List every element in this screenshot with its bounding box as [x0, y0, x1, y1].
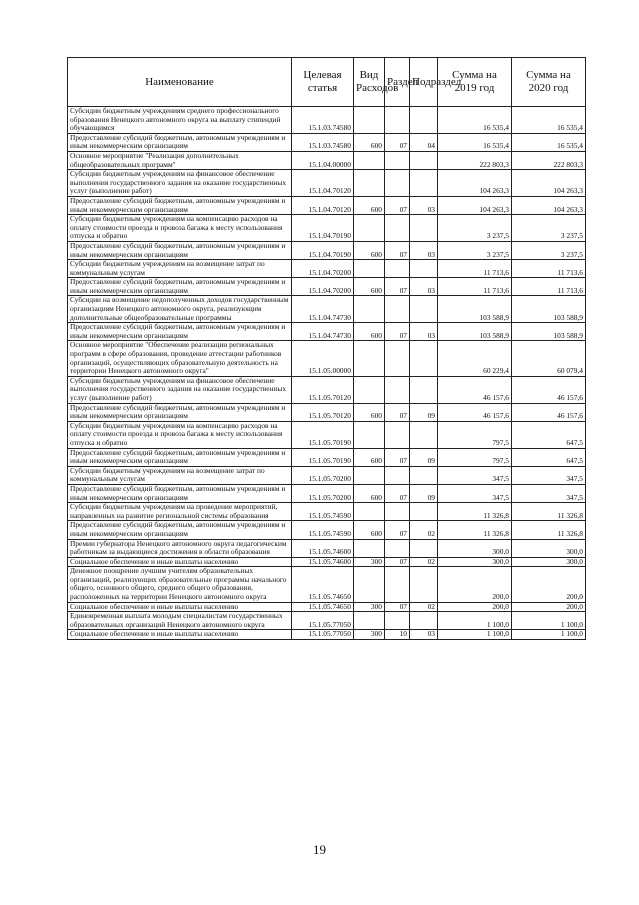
- cell-sum-2020: 11 713,6: [512, 260, 586, 278]
- cell-exp-type: 600: [354, 241, 385, 259]
- cell-sum-2020: 200,0: [512, 567, 586, 602]
- cell-subsection: 03: [410, 630, 438, 640]
- cell-target: 15.1.05.77050: [292, 612, 354, 630]
- cell-sum-2020: 46 157,6: [512, 403, 586, 421]
- cell-target: 15.1.05.74650: [292, 567, 354, 602]
- header-exp-type: Вид Расходов: [354, 58, 385, 107]
- cell-target: 15.1.05.70200: [292, 484, 354, 502]
- cell-sum-2020: 222 803,3: [512, 151, 586, 169]
- table-row: [68, 421, 586, 448]
- cell-exp-type: 600: [354, 278, 385, 296]
- cell-target: 15.1.04.70120: [292, 170, 354, 197]
- cell-subsection: 09: [410, 448, 438, 466]
- cell-sum-2019: 11 326,8: [438, 503, 512, 521]
- cell-name: Субсидии бюджетным учреждениям на компенсацию расходов на оплату стоимости проезда и провоза багажа к месту использования отпуска и обратно: [68, 215, 292, 242]
- table-row: [68, 215, 586, 242]
- cell-sum-2020: 1 100,0: [512, 630, 586, 640]
- cell-subsection: 02: [410, 602, 438, 612]
- cell-sum-2019: 1 100,0: [438, 612, 512, 630]
- cell-sum-2019: 104 263,3: [438, 196, 512, 214]
- table-row: [68, 521, 586, 539]
- table-row: [68, 466, 586, 484]
- cell-name: Социальное обеспечение и иные выплаты населению: [68, 602, 292, 612]
- cell-subsection: [410, 503, 438, 521]
- cell-sum-2019: 3 237,5: [438, 241, 512, 259]
- budget-table: [67, 57, 586, 640]
- cell-exp-type: 600: [354, 521, 385, 539]
- cell-subsection: 09: [410, 484, 438, 502]
- cell-sum-2020: 1 100,0: [512, 612, 586, 630]
- cell-sum-2020: 103 588,9: [512, 323, 586, 341]
- cell-sum-2019: 347,5: [438, 466, 512, 484]
- cell-name: Единовременная выплата молодым специалистам государственных образовательных организаций Ненецкого автономного округа: [68, 612, 292, 630]
- cell-target: 15.1.04.70190: [292, 215, 354, 242]
- cell-exp-type: [354, 260, 385, 278]
- cell-subsection: 03: [410, 241, 438, 259]
- cell-target: 15.1.04.70120: [292, 196, 354, 214]
- cell-subsection: 02: [410, 521, 438, 539]
- cell-subsection: [410, 421, 438, 448]
- cell-subsection: [410, 170, 438, 197]
- cell-target: 15.1.05.00000: [292, 341, 354, 376]
- cell-exp-type: [354, 296, 385, 323]
- cell-target: 15.1.05.74600: [292, 557, 354, 567]
- cell-name: Субсидии бюджетным учреждениям среднего профессионального образования Ненецкого автономного округа на выплату стипендий обучающимся: [68, 107, 292, 134]
- cell-sum-2020: 200,0: [512, 602, 586, 612]
- cell-name: Субсидии бюджетным учреждениям на финансовое обеспечение выполнения государственного задания на оказание государственных услуг (выполнение работ): [68, 170, 292, 197]
- cell-sum-2019: 11 713,6: [438, 260, 512, 278]
- cell-name: Предоставление субсидий бюджетным, автономным учреждениям и иным некоммерческим организациям: [68, 323, 292, 341]
- cell-section: [385, 503, 410, 521]
- cell-section: [385, 539, 410, 557]
- cell-sum-2020: 347,5: [512, 466, 586, 484]
- cell-sum-2020: 104 263,3: [512, 196, 586, 214]
- cell-exp-type: [354, 567, 385, 602]
- cell-section: [385, 466, 410, 484]
- cell-target: 15.1.05.74590: [292, 521, 354, 539]
- cell-section: [385, 612, 410, 630]
- cell-section: 07: [385, 323, 410, 341]
- cell-subsection: 03: [410, 323, 438, 341]
- cell-sum-2020: 60 079,4: [512, 341, 586, 376]
- cell-target: 15.1.04.00000: [292, 151, 354, 169]
- cell-exp-type: [354, 503, 385, 521]
- cell-section: 07: [385, 133, 410, 151]
- cell-section: 07: [385, 403, 410, 421]
- cell-name: Социальное обеспечение и иные выплаты населению: [68, 557, 292, 567]
- cell-name: Субсидии бюджетным учреждениям на возмещение затрат по коммунальным услугам: [68, 466, 292, 484]
- cell-exp-type: 600: [354, 448, 385, 466]
- cell-subsection: 09: [410, 403, 438, 421]
- cell-target: 15.1.05.74600: [292, 539, 354, 557]
- cell-sum-2020: 104 263,3: [512, 170, 586, 197]
- cell-sum-2019: 300,0: [438, 539, 512, 557]
- cell-target: 15.1.04.70200: [292, 260, 354, 278]
- header-target: Целевая статья: [292, 58, 354, 107]
- cell-exp-type: [354, 421, 385, 448]
- table-row: [68, 503, 586, 521]
- cell-sum-2019: 200,0: [438, 567, 512, 602]
- table-row: [68, 107, 586, 134]
- header-section: Раздел: [385, 58, 410, 107]
- cell-target: 15.1.05.74650: [292, 602, 354, 612]
- table-row: [68, 151, 586, 169]
- cell-section: 07: [385, 484, 410, 502]
- cell-sum-2020: 103 588,9: [512, 296, 586, 323]
- table-row: [68, 196, 586, 214]
- cell-subsection: [410, 376, 438, 403]
- cell-exp-type: [354, 151, 385, 169]
- cell-target: 15.1.04.74730: [292, 323, 354, 341]
- table-row: [68, 448, 586, 466]
- cell-section: [385, 170, 410, 197]
- cell-sum-2020: 347,5: [512, 484, 586, 502]
- cell-exp-type: [354, 376, 385, 403]
- table-header-row: [68, 58, 586, 107]
- cell-name: Основное мероприятие "Реализация дополнительных общеобразовательных программ": [68, 151, 292, 169]
- cell-section: [385, 421, 410, 448]
- cell-exp-type: 300: [354, 602, 385, 612]
- cell-target: 15.1.05.70190: [292, 421, 354, 448]
- cell-target: 15.1.05.77050: [292, 630, 354, 640]
- cell-section: 07: [385, 448, 410, 466]
- cell-sum-2019: 103 588,9: [438, 296, 512, 323]
- cell-sum-2019: 347,5: [438, 484, 512, 502]
- cell-subsection: [410, 539, 438, 557]
- table-row: [68, 241, 586, 259]
- cell-sum-2019: 1 100,0: [438, 630, 512, 640]
- cell-subsection: [410, 466, 438, 484]
- cell-section: 07: [385, 241, 410, 259]
- header-sum-2019: Сумма на 2019 год: [438, 58, 512, 107]
- cell-sum-2019: 797,5: [438, 448, 512, 466]
- cell-name: Премии губернатора Ненецкого автономного округа педагогическим работникам за выдающиеся достижения в области образования: [68, 539, 292, 557]
- cell-target: 15.1.05.70120: [292, 376, 354, 403]
- cell-name: Основное мероприятие "Обеспечение реализации региональных программ в сфере образования, проведение аттестации работников организаций, осуществляющих образовательную деятельность на территории Ненецкого автономного округа": [68, 341, 292, 376]
- cell-section: [385, 567, 410, 602]
- cell-sum-2020: 11 713,6: [512, 278, 586, 296]
- cell-sum-2020: 16 535,4: [512, 133, 586, 151]
- cell-exp-type: 600: [354, 484, 385, 502]
- cell-section: [385, 151, 410, 169]
- cell-subsection: [410, 612, 438, 630]
- cell-name: Денежное поощрение лучшим учителям образовательных организаций, реализующих образовательные программы начального общего, основного общего, среднего общего образования, расположенных на территории Ненецкого автономного округа: [68, 567, 292, 602]
- cell-sum-2020: 3 237,5: [512, 215, 586, 242]
- cell-name: Субсидии бюджетным учреждениям на возмещение затрат по коммунальным услугам: [68, 260, 292, 278]
- cell-sum-2019: 797,5: [438, 421, 512, 448]
- cell-sum-2019: 11 713,6: [438, 278, 512, 296]
- cell-sum-2019: 200,0: [438, 602, 512, 612]
- cell-name: Предоставление субсидий бюджетным, автономным учреждениям и иным некоммерческим организациям: [68, 278, 292, 296]
- cell-name: Предоставление субсидий бюджетным, автономным учреждениям и иным некоммерческим организациям: [68, 241, 292, 259]
- cell-section: [385, 296, 410, 323]
- cell-subsection: 04: [410, 133, 438, 151]
- cell-section: 07: [385, 521, 410, 539]
- cell-subsection: [410, 296, 438, 323]
- cell-subsection: [410, 151, 438, 169]
- header-subsection: Подраздел: [410, 58, 438, 107]
- table-row: [68, 170, 586, 197]
- cell-sum-2019: 300,0: [438, 557, 512, 567]
- cell-exp-type: 300: [354, 557, 385, 567]
- cell-section: [385, 215, 410, 242]
- cell-sum-2019: 3 237,5: [438, 215, 512, 242]
- cell-sum-2020: 3 237,5: [512, 241, 586, 259]
- cell-name: Предоставление субсидий бюджетным, автономным учреждениям и иным некоммерческим организациям: [68, 484, 292, 502]
- cell-sum-2020: 300,0: [512, 539, 586, 557]
- cell-section: [385, 376, 410, 403]
- cell-name: Субсидии бюджетным учреждениям на финансовое обеспечение выполнения государственного задания на оказание государственных услуг (выполнение работ): [68, 376, 292, 403]
- cell-name: Субсидии на возмещение недополученных доходов государственным организациям Ненецкого автономного округа, реализующим дополнительные общеобразовательные программы: [68, 296, 292, 323]
- cell-section: 07: [385, 196, 410, 214]
- cell-sum-2020: 11 326,8: [512, 521, 586, 539]
- cell-target: 15.1.04.74730: [292, 296, 354, 323]
- cell-target: 15.1.04.70200: [292, 278, 354, 296]
- table-row: [68, 612, 586, 630]
- cell-target: 15.1.04.70190: [292, 241, 354, 259]
- cell-sum-2019: 222 803,3: [438, 151, 512, 169]
- table-row: [68, 630, 586, 640]
- cell-section: [385, 341, 410, 376]
- page-number: 19: [313, 842, 326, 857]
- cell-exp-type: [354, 170, 385, 197]
- cell-sum-2019: 11 326,8: [438, 521, 512, 539]
- cell-exp-type: [354, 215, 385, 242]
- cell-section: [385, 107, 410, 134]
- cell-name: Социальное обеспечение и иные выплаты населению: [68, 630, 292, 640]
- cell-exp-type: 300: [354, 630, 385, 640]
- cell-sum-2019: 103 588,9: [438, 323, 512, 341]
- cell-exp-type: 600: [354, 403, 385, 421]
- table-row: [68, 323, 586, 341]
- table-row: [68, 296, 586, 323]
- cell-target: 15.1.05.70190: [292, 448, 354, 466]
- cell-subsection: 02: [410, 557, 438, 567]
- cell-subsection: [410, 107, 438, 134]
- cell-target: 15.1.03.74580: [292, 107, 354, 134]
- cell-subsection: [410, 567, 438, 602]
- cell-sum-2019: 46 157,6: [438, 376, 512, 403]
- cell-name: Субсидии бюджетным учреждениям на проведение мероприятий, направленных на развитие региональной системы образования: [68, 503, 292, 521]
- cell-sum-2019: 46 157,6: [438, 403, 512, 421]
- cell-subsection: [410, 260, 438, 278]
- header-sum-2020: Сумма на 2020 год: [512, 58, 586, 107]
- cell-name: Субсидии бюджетным учреждениям на компенсацию расходов на оплату стоимости проезда и провоза багажа к месту использования отпуска и обратно: [68, 421, 292, 448]
- cell-section: 07: [385, 278, 410, 296]
- cell-exp-type: [354, 341, 385, 376]
- cell-subsection: 03: [410, 278, 438, 296]
- cell-target: 15.1.05.70200: [292, 466, 354, 484]
- cell-sum-2020: 647,5: [512, 421, 586, 448]
- cell-name: Предоставление субсидий бюджетным, автономным учреждениям и иным некоммерческим организациям: [68, 403, 292, 421]
- cell-sum-2020: 300,0: [512, 557, 586, 567]
- table-row: [68, 403, 586, 421]
- cell-sum-2020: 46 157,6: [512, 376, 586, 403]
- cell-target: 15.1.05.70120: [292, 403, 354, 421]
- cell-name: Предоставление субсидий бюджетным, автономным учреждениям и иным некоммерческим организациям: [68, 521, 292, 539]
- cell-exp-type: [354, 107, 385, 134]
- cell-section: 07: [385, 602, 410, 612]
- cell-subsection: [410, 215, 438, 242]
- cell-sum-2019: 16 535,4: [438, 133, 512, 151]
- table-row: [68, 341, 586, 376]
- table-row: [68, 484, 586, 502]
- cell-target: 15.1.03.74580: [292, 133, 354, 151]
- cell-name: Предоставление субсидий бюджетным, автономным учреждениям и иным некоммерческим организациям: [68, 133, 292, 151]
- cell-sum-2019: 60 229,4: [438, 341, 512, 376]
- cell-section: 10: [385, 630, 410, 640]
- cell-section: 07: [385, 557, 410, 567]
- cell-sum-2020: 647,5: [512, 448, 586, 466]
- cell-sum-2019: 104 263,3: [438, 170, 512, 197]
- table-row: [68, 376, 586, 403]
- table-row: [68, 567, 586, 602]
- cell-exp-type: [354, 539, 385, 557]
- table-row: [68, 260, 586, 278]
- cell-section: [385, 260, 410, 278]
- cell-subsection: 03: [410, 196, 438, 214]
- cell-target: 15.1.05.74590: [292, 503, 354, 521]
- cell-sum-2020: 11 326,8: [512, 503, 586, 521]
- cell-sum-2019: 16 535,4: [438, 107, 512, 134]
- table-row: [68, 539, 586, 557]
- cell-exp-type: 600: [354, 196, 385, 214]
- cell-sum-2020: 16 535,4: [512, 107, 586, 134]
- cell-name: Предоставление субсидий бюджетным, автономным учреждениям и иным некоммерческим организациям: [68, 196, 292, 214]
- table-row: [68, 133, 586, 151]
- cell-exp-type: [354, 466, 385, 484]
- cell-exp-type: 600: [354, 133, 385, 151]
- table-row: [68, 278, 586, 296]
- cell-name: Предоставление субсидий бюджетным, автономным учреждениям и иным некоммерческим организациям: [68, 448, 292, 466]
- cell-exp-type: 600: [354, 323, 385, 341]
- cell-exp-type: [354, 612, 385, 630]
- header-name: Наименование: [68, 58, 292, 107]
- cell-subsection: [410, 341, 438, 376]
